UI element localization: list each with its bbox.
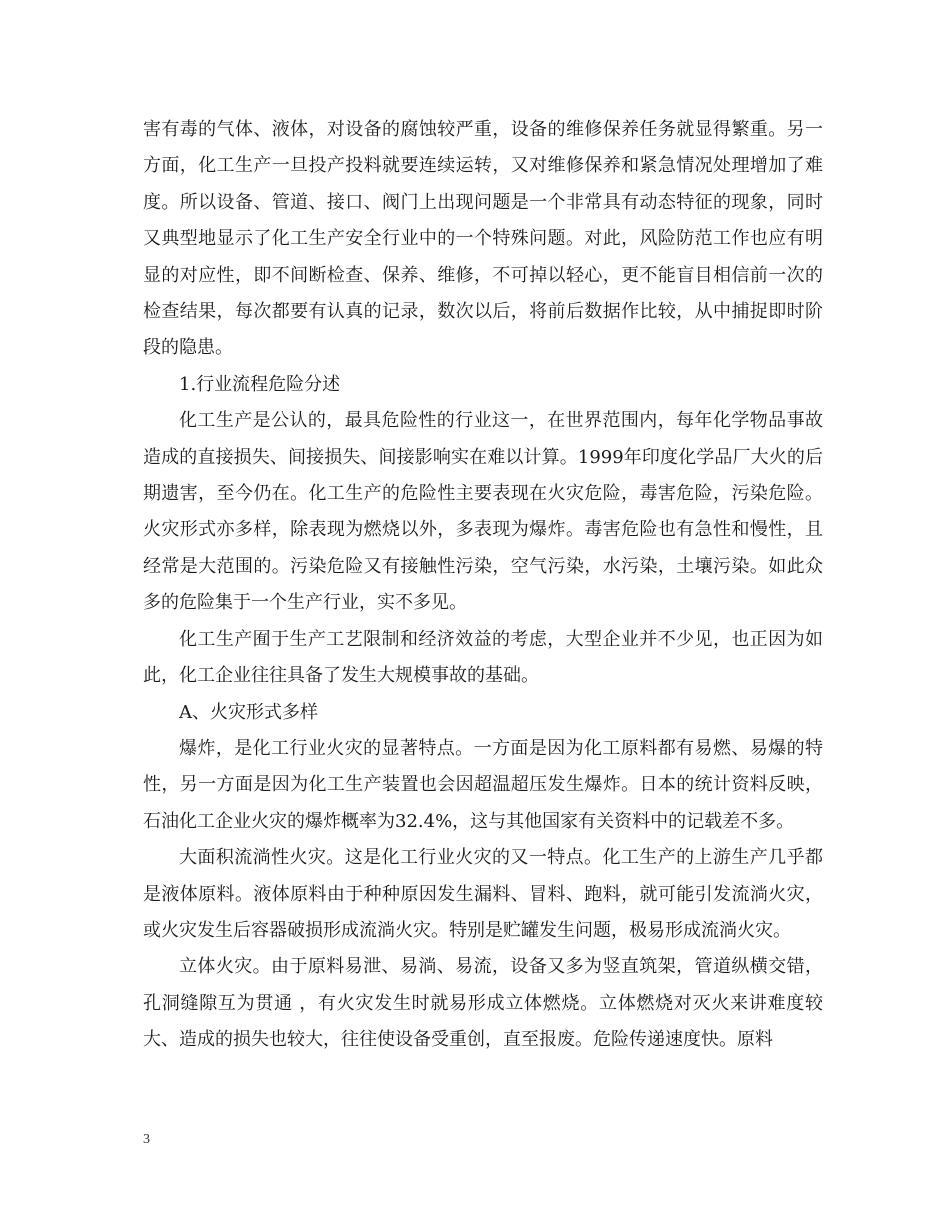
paragraph-3d-fire: 立体火灾。由于原料易泄、易淌、易流，设备又多为竖直筑架，管道纵横交错，孔洞缝隙互为贯通 ，有火灾发生时就易形成立体燃烧。立体燃烧对灭火来讲难度较大、造成的损失也较大，往往使设备受重创，直至报废。危险传递速度快。原料 [143,956,823,1051]
paragraph-chemical-hazard-overview: 化工生产是公认的，最具危险性的行业这一，在世界范围内，每年化学物品事故造成的直接损失、间接损失、间接影响实在难以计算。1999年印度化学品厂大火的后期遗害，至今仍在。化工生产的危险性主要表现在火灾危险，毒害危险，污染危险。火灾形式亦多样，除表现为燃烧以外，多表现为爆炸。毒害危险也有急性和慢性，且经常是大范围的。污染危险又有接触性污染，空气污染，水污染，土壤污染。如此众多的危险集于一个生产行业，实不多见。 [143,410,823,614]
paragraph-explosion: 爆炸，是化工行业火灾的显著特点。一方面是因为化工原料都有易燃、易爆的特性，另一方面是因为化工生产装置也会因超温超压发生爆炸。日本的统计资料反映，石油化工企业火灾的爆炸概率为32.4%，这与其他国家有关资料中的记载差不多。 [143,737,823,832]
document-body [143,112,823,1059]
paragraph-flowing-fire: 大面积流淌性火灾。这是化工行业火灾的又一特点。化工生产的上游生产几乎都是液体原料。液体原料由于种种原因发生漏料、冒料、跑料，就可能引发流淌火灾，或火灾发生后容器破损形成流淌火灾。特别是贮罐发生问题，极易形成流淌火灾。 [143,847,823,941]
page-number: 3 [143,1132,150,1147]
section-heading-industry-process-risk: 1.行业流程危险分述 [179,373,341,395]
section-heading-fire-forms: A、火灾形式多样 [179,701,318,723]
paragraph-large-enterprise: 化工生产囿于生产工艺限制和经济效益的考虑，大型企业并不少见，也正因为如此，化工企业往往具备了发生大规模事故的基础。 [143,628,823,687]
paragraph-continuation: 害有毒的气体、液体，对设备的腐蚀较严重，设备的维修保养任务就显得繁重。另一方面，化工生产一旦投产投料就要连续运转，又对维修保养和紧急情况处理增加了难度。所以设备、管道、接口、阀门上出现问题是一个非常具有动态特征的现象，同时又典型地显示了化工生产安全行业中的一个特殊问题。对此，风险防范工作也应有明显的对应性，即不间断检查、保养、维修，不可掉以轻心，更不能盲目相信前一次的检查结果，每次都要有认真的记录，数次以后，将前后数据作比较，从中捕捉即时阶段的隐患。 [143,119,823,359]
